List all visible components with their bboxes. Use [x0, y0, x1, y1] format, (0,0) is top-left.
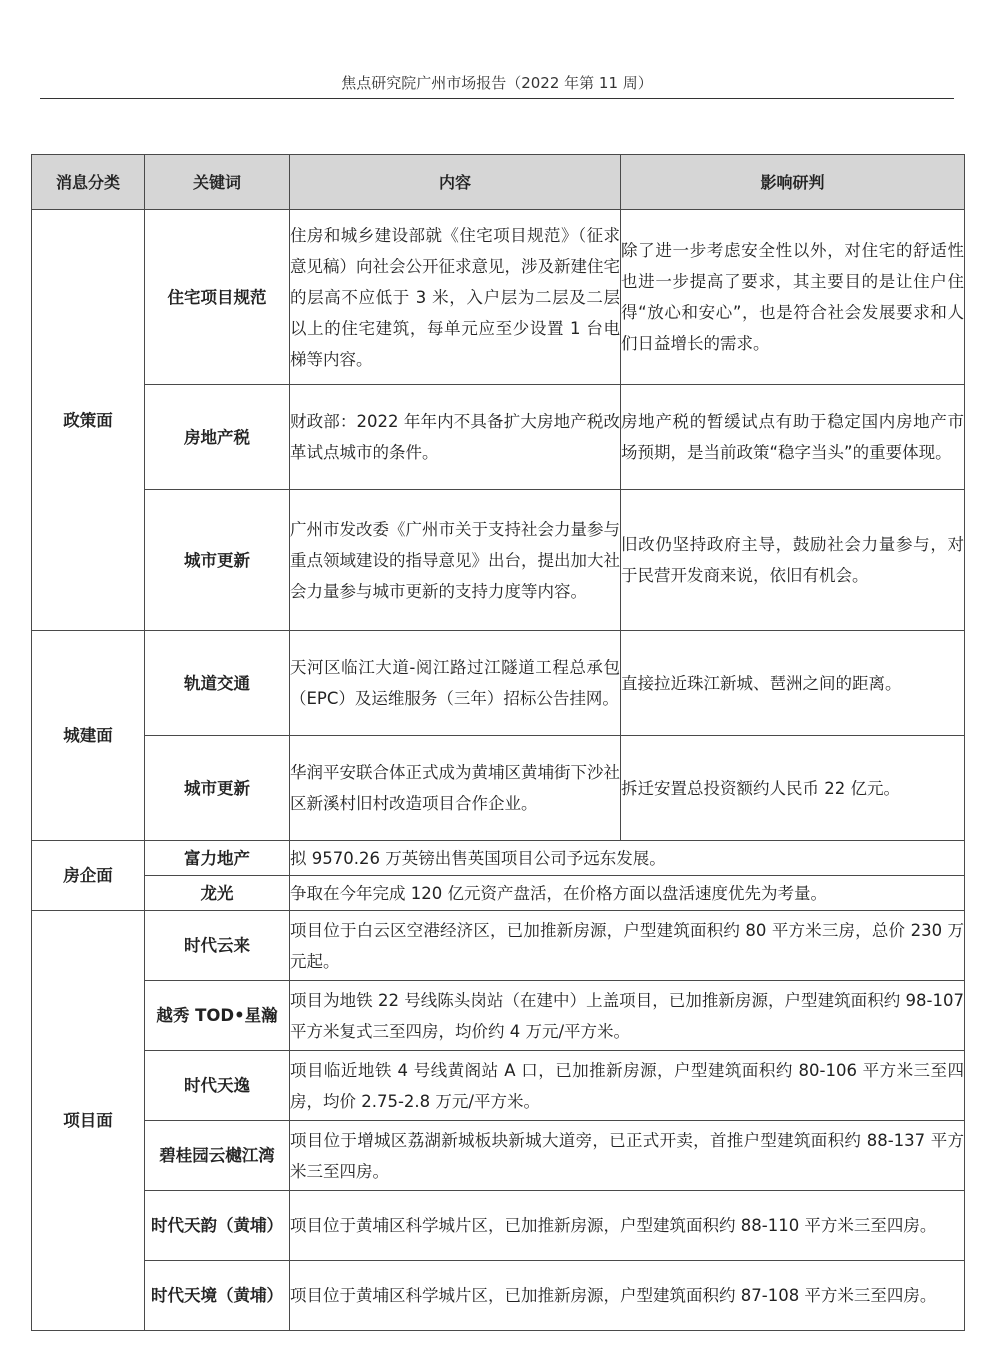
table-row [32, 911, 965, 981]
keyword-cell: 城市更新 [145, 490, 290, 631]
table-header-row [32, 155, 965, 210]
content-cell: 项目位于增城区荔湖新城板块新城大道旁，已正式开卖，首推户型建筑面积约 88-137 平方米三至四房。 [290, 1121, 965, 1191]
category-cell-developer: 房企面 [32, 841, 145, 911]
table-row [32, 981, 965, 1051]
column-header-keyword: 关键词 [145, 155, 290, 210]
content-cell: 项目位于黄埔区科学城片区，已加推新房源，户型建筑面积约 87-108 平方米三至四房。 [290, 1261, 965, 1331]
table-row [32, 490, 965, 631]
content-cell: 住房和城乡建设部就《住宅项目规范》（征求意见稿）向社会公开征求意见，涉及新建住宅的层高不应低于 3 米，入户层为二层及二层以上的住宅建筑，每单元应至少设置 1 台电梯等内容。 [290, 210, 621, 385]
keyword-cell: 时代天韵（黄埔） [145, 1191, 290, 1261]
category-cell-project: 项目面 [32, 911, 145, 1331]
keyword-cell: 城市更新 [145, 736, 290, 841]
table-row [32, 385, 965, 490]
impact-cell: 房地产税的暂缓试点有助于稳定国内房地产市场预期，是当前政策“稳字当头”的重要体现。 [621, 385, 965, 490]
column-header-category: 消息分类 [32, 155, 145, 210]
impact-cell: 直接拉近珠江新城、琶洲之间的距离。 [621, 631, 965, 736]
content-cell: 项目位于白云区空港经济区，已加推新房源，户型建筑面积约 80 平方米三房，总价 230 万元起。 [290, 911, 965, 981]
content-cell: 争取在今年完成 120 亿元资产盘活，在价格方面以盘活速度优先为考量。 [290, 876, 965, 911]
content-cell: 天河区临江大道-阅江路过江隧道工程总承包（EPC）及运维服务（三年）招标公告挂网。 [290, 631, 621, 736]
report-table [31, 154, 965, 1331]
column-header-content: 内容 [290, 155, 621, 210]
content-cell: 广州市发改委《广州市关于支持社会力量参与重点领域建设的指导意见》出台，提出加大社会力量参与城市更新的支持力度等内容。 [290, 490, 621, 631]
category-cell-urban: 城建面 [32, 631, 145, 841]
keyword-cell: 越秀 TOD•星瀚 [145, 981, 290, 1051]
content-cell: 项目临近地铁 4 号线黄阁站 A 口，已加推新房源，户型建筑面积约 80-106 平方米三至四房，均价 2.75-2.8 万元/平方米。 [290, 1051, 965, 1121]
table-row [32, 841, 965, 876]
category-cell-policy: 政策面 [32, 210, 145, 631]
keyword-cell: 时代云来 [145, 911, 290, 981]
page-header: 焦点研究院广州市场报告（2022 年第 11 周） [341, 74, 653, 92]
content-cell: 华润平安联合体正式成为黄埔区黄埔街下沙社区新溪村旧村改造项目合作企业。 [290, 736, 621, 841]
keyword-cell: 房地产税 [145, 385, 290, 490]
table-row [32, 1191, 965, 1261]
content-cell: 拟 9570.26 万英镑出售英国项目公司予远东发展。 [290, 841, 965, 876]
header-rule [40, 98, 954, 99]
keyword-cell: 住宅项目规范 [145, 210, 290, 385]
impact-cell: 拆迁安置总投资额约人民币 22 亿元。 [621, 736, 965, 841]
keyword-cell: 碧桂园云樾江湾 [145, 1121, 290, 1191]
impact-cell: 旧改仍坚持政府主导，鼓励社会力量参与，对于民营开发商来说，依旧有机会。 [621, 490, 965, 631]
keyword-cell: 富力地产 [145, 841, 290, 876]
keyword-cell: 时代天境（黄埔） [145, 1261, 290, 1331]
content-cell: 财政部：2022 年年内不具备扩大房地产税改革试点城市的条件。 [290, 385, 621, 490]
keyword-cell: 龙光 [145, 876, 290, 911]
table-row [32, 1121, 965, 1191]
table-row [32, 631, 965, 736]
keyword-cell: 时代天逸 [145, 1051, 290, 1121]
table-row [32, 1051, 965, 1121]
keyword-cell: 轨道交通 [145, 631, 290, 736]
content-cell: 项目为地铁 22 号线陈头岗站（在建中）上盖项目，已加推新房源，户型建筑面积约 98-107 平方米复式三至四房，均价约 4 万元/平方米。 [290, 981, 965, 1051]
table-row [32, 210, 965, 385]
column-header-impact: 影响研判 [621, 155, 965, 210]
impact-cell: 除了进一步考虑安全性以外，对住宅的舒适性也进一步提高了要求，其主要目的是让住户住得“放心和安心”，也是符合社会发展要求和人们日益增长的需求。 [621, 210, 965, 385]
table-row [32, 736, 965, 841]
table-row [32, 876, 965, 911]
content-cell: 项目位于黄埔区科学城片区，已加推新房源，户型建筑面积约 88-110 平方米三至四房。 [290, 1191, 965, 1261]
table-row [32, 1261, 965, 1331]
